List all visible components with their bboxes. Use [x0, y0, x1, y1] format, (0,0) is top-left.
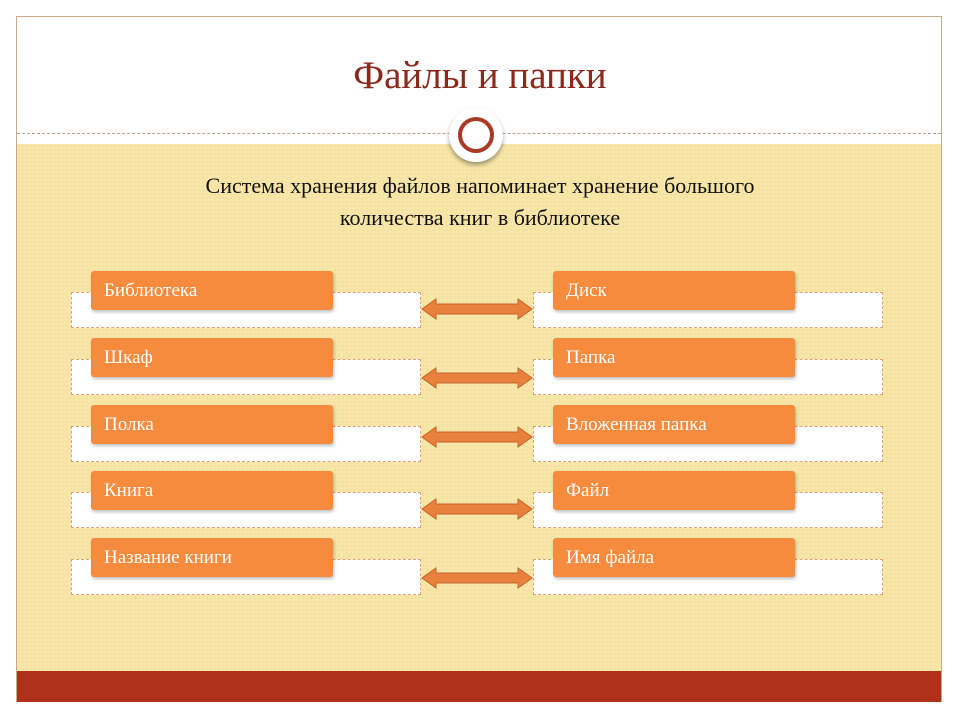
footer-bar [17, 671, 941, 702]
pair-right-label: Диск [553, 271, 795, 310]
pair-right-label: Файл [553, 471, 795, 510]
pair-right-label: Вложенная папка [553, 405, 795, 444]
circle-ornament-icon [449, 108, 503, 162]
intro-line-2: количества книг в библиотеке [339, 205, 621, 230]
double-arrow-icon [420, 425, 534, 449]
intro-line-1: Система хранения файлов напоминает хранение большого [205, 173, 755, 198]
pair-left-label: Название книги [91, 538, 333, 577]
pair-right-label: Имя файла [553, 538, 795, 577]
double-arrow-icon [420, 366, 534, 390]
intro-text [100, 170, 860, 234]
pair-left-label: Полка [91, 405, 333, 444]
pair-right-label: Папка [553, 338, 795, 377]
double-arrow-icon [420, 566, 534, 590]
pair-left-label: Шкаф [91, 338, 333, 377]
double-arrow-icon [420, 297, 534, 321]
pair-left-label: Книга [91, 471, 333, 510]
double-arrow-icon [420, 497, 534, 521]
slide-title: Файлы и папки [353, 54, 607, 97]
pair-left-label: Библиотека [91, 271, 333, 310]
